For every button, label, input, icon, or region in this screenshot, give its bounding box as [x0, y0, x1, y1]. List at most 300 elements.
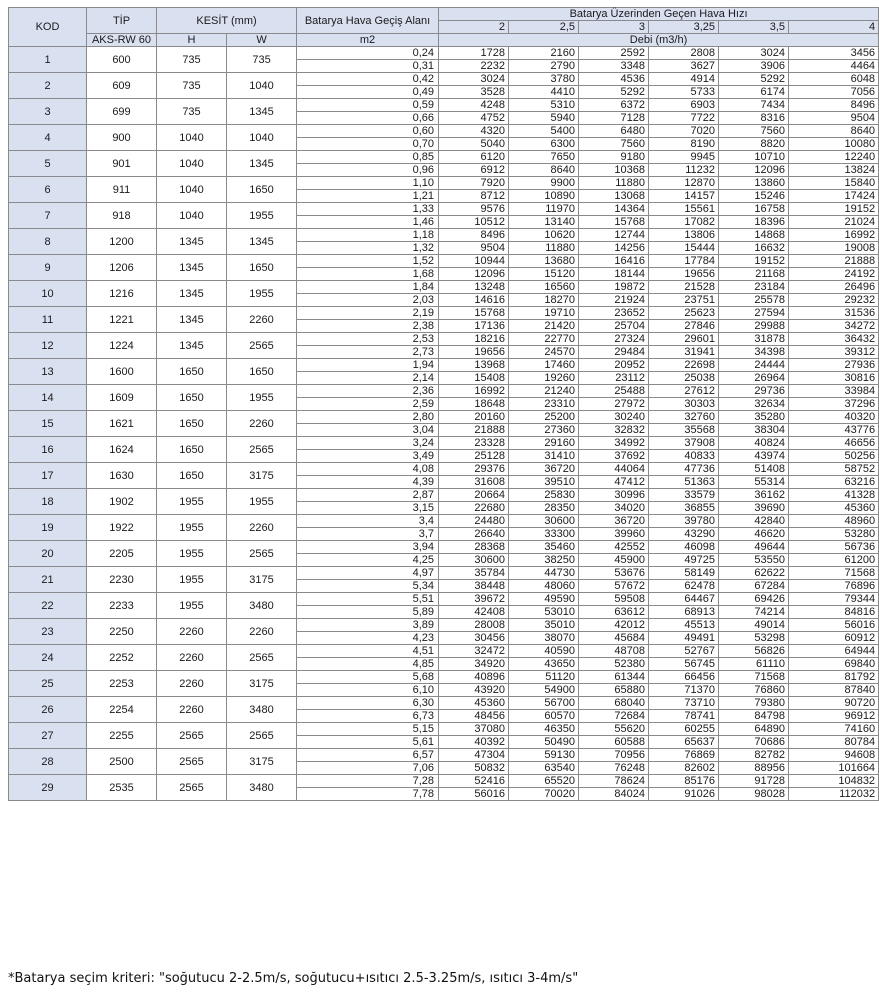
header-kesit: KESİT (mm)	[157, 8, 297, 34]
kod-cell: 12	[9, 333, 87, 359]
tip-cell: 2233	[87, 593, 157, 619]
flow-cell: 2808	[649, 47, 719, 60]
flow-cell: 31941	[649, 346, 719, 359]
flow-cell: 74160	[789, 723, 879, 736]
flow-cell: 19152	[789, 203, 879, 216]
flow-cell: 25623	[649, 307, 719, 320]
flow-cell: 8640	[509, 164, 579, 177]
table-row	[9, 411, 879, 424]
flow-cell: 47736	[649, 463, 719, 476]
flow-cell: 30816	[789, 372, 879, 385]
h-cell: 735	[157, 73, 227, 99]
flow-cell: 44064	[579, 463, 649, 476]
flow-cell: 11880	[579, 177, 649, 190]
spec-table-wrapper	[8, 7, 876, 801]
h-cell: 2260	[157, 645, 227, 671]
kod-cell: 22	[9, 593, 87, 619]
table-row	[9, 359, 879, 372]
flow-cell: 55620	[579, 723, 649, 736]
flow-cell: 27594	[719, 307, 789, 320]
flow-cell: 79380	[719, 697, 789, 710]
area-cell: 0,24	[297, 47, 439, 60]
flow-cell: 21924	[579, 294, 649, 307]
flow-cell: 38304	[719, 424, 789, 437]
flow-cell: 4914	[649, 73, 719, 86]
flow-cell: 68040	[579, 697, 649, 710]
flow-cell: 56700	[509, 697, 579, 710]
flow-cell: 7056	[789, 86, 879, 99]
flow-cell: 21528	[649, 281, 719, 294]
flow-cell: 21024	[789, 216, 879, 229]
h-cell: 1955	[157, 515, 227, 541]
flow-cell: 71568	[789, 567, 879, 580]
flow-cell: 63540	[509, 762, 579, 775]
flow-cell: 40320	[789, 411, 879, 424]
flow-cell: 54900	[509, 684, 579, 697]
area-cell: 1,68	[297, 268, 439, 281]
area-cell: 2,38	[297, 320, 439, 333]
flow-cell: 28368	[439, 541, 509, 554]
flow-cell: 84024	[579, 788, 649, 801]
flow-cell: 63216	[789, 476, 879, 489]
flow-cell: 24480	[439, 515, 509, 528]
flow-cell: 87840	[789, 684, 879, 697]
tip-cell: 1200	[87, 229, 157, 255]
flow-cell: 15840	[789, 177, 879, 190]
h-cell: 1955	[157, 593, 227, 619]
h-cell: 1345	[157, 255, 227, 281]
tip-cell: 918	[87, 203, 157, 229]
flow-cell: 37296	[789, 398, 879, 411]
h-cell: 735	[157, 47, 227, 73]
flow-cell: 35784	[439, 567, 509, 580]
flow-cell: 39510	[509, 476, 579, 489]
flow-cell: 43920	[439, 684, 509, 697]
flow-cell: 69426	[719, 593, 789, 606]
flow-cell: 78624	[579, 775, 649, 788]
flow-cell: 50832	[439, 762, 509, 775]
table-row	[9, 749, 879, 762]
flow-cell: 60912	[789, 632, 879, 645]
flow-cell: 59130	[509, 749, 579, 762]
w-cell: 1345	[227, 99, 297, 125]
area-cell: 3,89	[297, 619, 439, 632]
flow-cell: 8190	[649, 138, 719, 151]
flow-cell: 39960	[579, 528, 649, 541]
area-cell: 0,60	[297, 125, 439, 138]
flow-cell: 16758	[719, 203, 789, 216]
flow-cell: 6912	[439, 164, 509, 177]
flow-cell: 21888	[789, 255, 879, 268]
flow-cell: 76896	[789, 580, 879, 593]
area-cell: 6,57	[297, 749, 439, 762]
flow-cell: 70956	[579, 749, 649, 762]
area-cell: 3,49	[297, 450, 439, 463]
w-cell: 3175	[227, 463, 297, 489]
flow-cell: 17082	[649, 216, 719, 229]
kod-cell: 8	[9, 229, 87, 255]
area-cell: 4,25	[297, 554, 439, 567]
flow-cell: 7128	[579, 112, 649, 125]
flow-cell: 68913	[649, 606, 719, 619]
flow-cell: 15444	[649, 242, 719, 255]
h-cell: 1040	[157, 151, 227, 177]
kod-cell: 23	[9, 619, 87, 645]
area-cell: 4,23	[297, 632, 439, 645]
table-row	[9, 697, 879, 710]
flow-cell: 46098	[649, 541, 719, 554]
flow-cell: 65520	[509, 775, 579, 788]
flow-cell: 5292	[579, 86, 649, 99]
w-cell: 3175	[227, 671, 297, 697]
flow-cell: 3906	[719, 60, 789, 73]
flow-cell: 20664	[439, 489, 509, 502]
kod-cell: 3	[9, 99, 87, 125]
flow-cell: 14868	[719, 229, 789, 242]
flow-cell: 29376	[439, 463, 509, 476]
table-row	[9, 99, 879, 112]
area-cell: 6,30	[297, 697, 439, 710]
w-cell: 2260	[227, 411, 297, 437]
flow-cell: 61110	[719, 658, 789, 671]
flow-cell: 6300	[509, 138, 579, 151]
w-cell: 1955	[227, 281, 297, 307]
tip-cell: 2254	[87, 697, 157, 723]
h-cell: 1040	[157, 125, 227, 151]
tip-cell: 2250	[87, 619, 157, 645]
h-cell: 2260	[157, 619, 227, 645]
table-row	[9, 437, 879, 450]
flow-cell: 12240	[789, 151, 879, 164]
tip-cell: 911	[87, 177, 157, 203]
table-row	[9, 593, 879, 606]
flow-cell: 91728	[719, 775, 789, 788]
flow-cell: 14616	[439, 294, 509, 307]
table-row	[9, 619, 879, 632]
flow-cell: 19656	[439, 346, 509, 359]
flow-cell: 76869	[649, 749, 719, 762]
flow-cell: 80784	[789, 736, 879, 749]
area-cell: 3,15	[297, 502, 439, 515]
flow-cell: 37692	[579, 450, 649, 463]
flow-cell: 34398	[719, 346, 789, 359]
flow-cell: 52416	[439, 775, 509, 788]
flow-cell: 12096	[719, 164, 789, 177]
flow-cell: 9945	[649, 151, 719, 164]
table-row	[9, 47, 879, 60]
flow-cell: 19008	[789, 242, 879, 255]
flow-cell: 10512	[439, 216, 509, 229]
flow-cell: 40392	[439, 736, 509, 749]
flow-cell: 2232	[439, 60, 509, 73]
table-row	[9, 177, 879, 190]
flow-cell: 13860	[719, 177, 789, 190]
flow-cell: 30303	[649, 398, 719, 411]
flow-cell: 60255	[649, 723, 719, 736]
flow-cell: 30600	[509, 515, 579, 528]
flow-cell: 14256	[579, 242, 649, 255]
flow-cell: 56745	[649, 658, 719, 671]
tip-cell: 1624	[87, 437, 157, 463]
flow-cell: 16560	[509, 281, 579, 294]
flow-cell: 85176	[649, 775, 719, 788]
flow-cell: 40833	[649, 450, 719, 463]
flow-cell: 29160	[509, 437, 579, 450]
kod-cell: 14	[9, 385, 87, 411]
flow-cell: 29736	[719, 385, 789, 398]
flow-cell: 53010	[509, 606, 579, 619]
flow-cell: 56736	[789, 541, 879, 554]
flow-cell: 48060	[509, 580, 579, 593]
flow-cell: 21420	[509, 320, 579, 333]
flow-cell: 19872	[579, 281, 649, 294]
flow-cell: 28350	[509, 502, 579, 515]
flow-cell: 32832	[579, 424, 649, 437]
flow-cell: 16992	[789, 229, 879, 242]
kod-cell: 29	[9, 775, 87, 801]
area-cell: 1,32	[297, 242, 439, 255]
flow-cell: 91026	[649, 788, 719, 801]
flow-cell: 78741	[649, 710, 719, 723]
flow-cell: 41328	[789, 489, 879, 502]
flow-cell: 4536	[579, 73, 649, 86]
flow-cell: 33984	[789, 385, 879, 398]
area-cell: 0,49	[297, 86, 439, 99]
flow-cell: 19152	[719, 255, 789, 268]
table-row	[9, 307, 879, 320]
tip-cell: 901	[87, 151, 157, 177]
w-cell: 3175	[227, 567, 297, 593]
area-cell: 0,31	[297, 60, 439, 73]
flow-cell: 7434	[719, 99, 789, 112]
w-cell: 1955	[227, 489, 297, 515]
table-row	[9, 73, 879, 86]
tip-cell: 2535	[87, 775, 157, 801]
flow-cell: 18144	[579, 268, 649, 281]
flow-cell: 10890	[509, 190, 579, 203]
flow-cell: 40824	[719, 437, 789, 450]
flow-cell: 38448	[439, 580, 509, 593]
flow-cell: 17136	[439, 320, 509, 333]
flow-cell: 22770	[509, 333, 579, 346]
flow-cell: 27846	[649, 320, 719, 333]
flow-cell: 24192	[789, 268, 879, 281]
area-cell: 5,89	[297, 606, 439, 619]
flow-cell: 6903	[649, 99, 719, 112]
flow-cell: 5292	[719, 73, 789, 86]
w-cell: 1955	[227, 203, 297, 229]
flow-cell: 15561	[649, 203, 719, 216]
flow-cell: 39690	[719, 502, 789, 515]
h-cell: 1650	[157, 359, 227, 385]
table-row	[9, 515, 879, 528]
flow-cell: 11880	[509, 242, 579, 255]
kod-cell: 24	[9, 645, 87, 671]
kod-cell: 17	[9, 463, 87, 489]
flow-cell: 5940	[509, 112, 579, 125]
flow-cell: 8712	[439, 190, 509, 203]
tip-cell: 2255	[87, 723, 157, 749]
flow-cell: 15120	[509, 268, 579, 281]
flow-cell: 45360	[789, 502, 879, 515]
flow-cell: 24570	[509, 346, 579, 359]
tip-cell: 1630	[87, 463, 157, 489]
header-area-unit: m2	[297, 34, 439, 47]
area-cell: 3,24	[297, 437, 439, 450]
area-cell: 1,52	[297, 255, 439, 268]
flow-cell: 40896	[439, 671, 509, 684]
tip-cell: 699	[87, 99, 157, 125]
area-cell: 0,66	[297, 112, 439, 125]
area-cell: 4,51	[297, 645, 439, 658]
flow-cell: 39312	[789, 346, 879, 359]
h-cell: 1650	[157, 411, 227, 437]
header-tip-sub: AKS-RW 60	[87, 34, 157, 47]
flow-cell: 34920	[439, 658, 509, 671]
flow-cell: 46620	[719, 528, 789, 541]
flow-cell: 22680	[439, 502, 509, 515]
w-cell: 2565	[227, 723, 297, 749]
w-cell: 1345	[227, 229, 297, 255]
flow-cell: 34992	[579, 437, 649, 450]
flow-cell: 56826	[719, 645, 789, 658]
table-row	[9, 203, 879, 216]
table-row	[9, 333, 879, 346]
flow-cell: 4248	[439, 99, 509, 112]
kod-cell: 18	[9, 489, 87, 515]
flow-cell: 5733	[649, 86, 719, 99]
flow-cell: 14364	[579, 203, 649, 216]
flow-cell: 32472	[439, 645, 509, 658]
h-cell: 2565	[157, 775, 227, 801]
flow-cell: 72684	[579, 710, 649, 723]
area-cell: 6,10	[297, 684, 439, 697]
flow-cell: 40590	[509, 645, 579, 658]
area-cell: 2,80	[297, 411, 439, 424]
area-cell: 5,51	[297, 593, 439, 606]
area-cell: 3,04	[297, 424, 439, 437]
flow-cell: 7650	[509, 151, 579, 164]
flow-cell: 19260	[509, 372, 579, 385]
flow-cell: 27324	[579, 333, 649, 346]
flow-cell: 3456	[789, 47, 879, 60]
flow-cell: 42552	[579, 541, 649, 554]
flow-cell: 48960	[789, 515, 879, 528]
table-row	[9, 151, 879, 164]
header-kod: KOD	[9, 8, 87, 47]
flow-cell: 25830	[509, 489, 579, 502]
speed-header: 3,25	[649, 21, 719, 34]
area-cell: 2,53	[297, 333, 439, 346]
flow-cell: 3780	[509, 73, 579, 86]
area-cell: 2,73	[297, 346, 439, 359]
flow-cell: 64890	[719, 723, 789, 736]
w-cell: 2565	[227, 541, 297, 567]
flow-cell: 11970	[509, 203, 579, 216]
w-cell: 2565	[227, 437, 297, 463]
flow-cell: 6480	[579, 125, 649, 138]
area-cell: 7,28	[297, 775, 439, 788]
kod-cell: 2	[9, 73, 87, 99]
area-cell: 0,42	[297, 73, 439, 86]
flow-cell: 26496	[789, 281, 879, 294]
flow-cell: 33579	[649, 489, 719, 502]
area-cell: 4,08	[297, 463, 439, 476]
footnote: *Batarya seçim kriteri: "soğutucu 2-2.5m/s, soğutucu+ısıtıcı 2.5-3.25m/s, ısıtıcı 3-4m/s"	[8, 971, 579, 986]
flow-cell: 6174	[719, 86, 789, 99]
flow-cell: 17460	[509, 359, 579, 372]
flow-cell: 63612	[579, 606, 649, 619]
flow-cell: 18216	[439, 333, 509, 346]
flow-cell: 15768	[439, 307, 509, 320]
flow-cell: 13068	[579, 190, 649, 203]
area-cell: 2,14	[297, 372, 439, 385]
area-cell: 3,94	[297, 541, 439, 554]
table-row	[9, 229, 879, 242]
flow-cell: 98028	[719, 788, 789, 801]
w-cell: 3480	[227, 593, 297, 619]
area-cell: 1,94	[297, 359, 439, 372]
flow-cell: 7920	[439, 177, 509, 190]
w-cell: 1345	[227, 151, 297, 177]
w-cell: 1650	[227, 177, 297, 203]
table-row	[9, 567, 879, 580]
flow-cell: 53280	[789, 528, 879, 541]
flow-cell: 39780	[649, 515, 719, 528]
tip-cell: 1224	[87, 333, 157, 359]
w-cell: 2260	[227, 307, 297, 333]
tip-cell: 1902	[87, 489, 157, 515]
tip-cell: 2205	[87, 541, 157, 567]
table-row	[9, 385, 879, 398]
flow-cell: 1728	[439, 47, 509, 60]
flow-cell: 49014	[719, 619, 789, 632]
w-cell: 2565	[227, 645, 297, 671]
flow-cell: 36720	[579, 515, 649, 528]
flow-cell: 4410	[509, 86, 579, 99]
flow-cell: 16416	[579, 255, 649, 268]
flow-cell: 37908	[649, 437, 719, 450]
flow-cell: 31878	[719, 333, 789, 346]
flow-cell: 6048	[789, 73, 879, 86]
area-cell: 1,84	[297, 281, 439, 294]
flow-cell: 84798	[719, 710, 789, 723]
flow-cell: 26964	[719, 372, 789, 385]
table-row	[9, 723, 879, 736]
h-cell: 1650	[157, 437, 227, 463]
kod-cell: 15	[9, 411, 87, 437]
flow-cell: 4752	[439, 112, 509, 125]
area-cell: 0,96	[297, 164, 439, 177]
flow-cell: 44730	[509, 567, 579, 580]
kod-cell: 13	[9, 359, 87, 385]
kod-cell: 28	[9, 749, 87, 775]
tip-cell: 1221	[87, 307, 157, 333]
speed-header: 2	[439, 21, 509, 34]
flow-cell: 73710	[649, 697, 719, 710]
area-cell: 5,68	[297, 671, 439, 684]
flow-cell: 84816	[789, 606, 879, 619]
flow-cell: 29484	[579, 346, 649, 359]
tip-cell: 609	[87, 73, 157, 99]
flow-cell: 65637	[649, 736, 719, 749]
h-cell: 1345	[157, 281, 227, 307]
area-cell: 1,18	[297, 229, 439, 242]
flow-cell: 10080	[789, 138, 879, 151]
flow-cell: 70020	[509, 788, 579, 801]
flow-cell: 64467	[649, 593, 719, 606]
area-cell: 4,85	[297, 658, 439, 671]
